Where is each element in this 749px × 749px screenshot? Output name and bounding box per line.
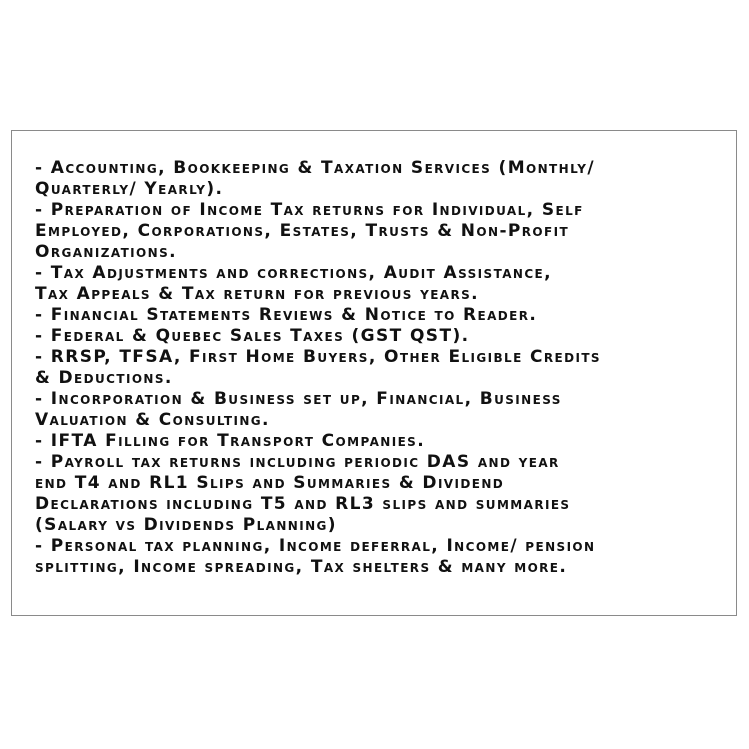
services-line: Employed, Corporations, Estates, Trusts & Non-Profit xyxy=(35,221,570,241)
services-line: - RRSP, TFSA, First Home Buyers, Other Eligible Credits xyxy=(35,347,601,367)
services-line: - Payroll tax returns including periodic DAS and year xyxy=(35,452,560,472)
services-line: & Deductions. xyxy=(35,368,173,388)
services-line: Declarations including T5 and RL3 slips and summaries xyxy=(35,494,571,514)
services-line: - Federal & Quebec Sales Taxes (GST QST). xyxy=(35,326,470,346)
services-line: - Accounting, Bookkeeping & Taxation Services (Monthly/ xyxy=(35,158,595,178)
services-card xyxy=(11,130,737,616)
services-line: splitting, Income spreading, Tax shelters & many more. xyxy=(35,557,568,577)
services-line: - Financial Statements Reviews & Notice to Reader. xyxy=(35,305,538,325)
services-line: end T4 and RL1 Slips and Summaries & Dividend xyxy=(35,473,505,493)
services-line: - Incorporation & Business set up, Financial, Business xyxy=(35,389,562,409)
services-line: - Preparation of Income Tax returns for Individual, Self xyxy=(35,200,584,220)
services-line: Valuation & Consulting. xyxy=(35,410,270,430)
services-line: Organizations. xyxy=(35,242,177,262)
services-line: (Salary vs Dividends Planning) xyxy=(35,515,337,535)
services-line: - Personal tax planning, Income deferral, Income/ pension xyxy=(35,536,596,556)
services-line: - Tax Adjustments and corrections, Audit Assistance, xyxy=(35,263,553,283)
services-line: Quarterly/ Yearly). xyxy=(35,179,224,199)
services-line: - IFTA Filling for Transport Companies. xyxy=(35,431,426,451)
services-list xyxy=(35,158,731,578)
services-line: Tax Appeals & Tax return for previous years. xyxy=(35,284,480,304)
